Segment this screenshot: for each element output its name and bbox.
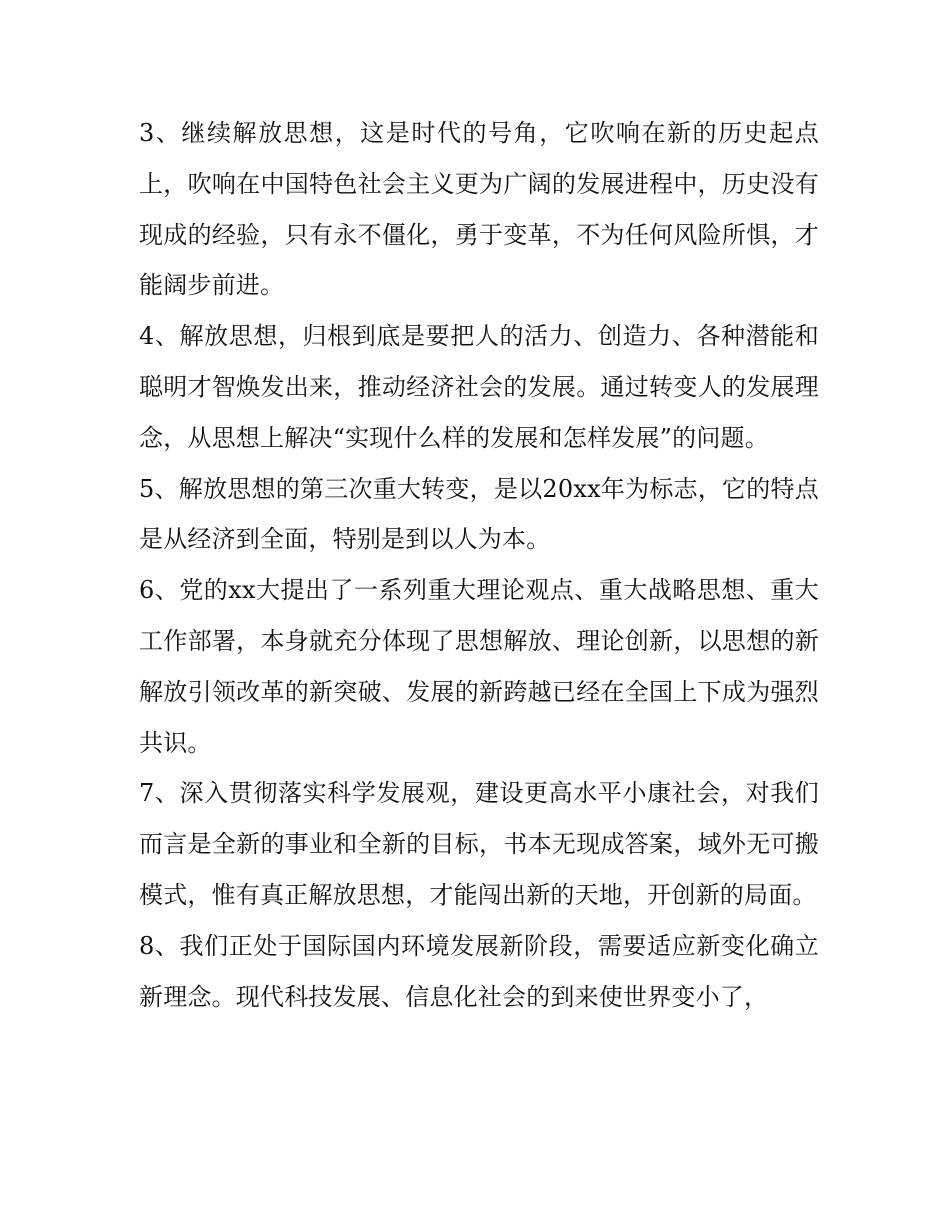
document-body [139,108,819,1022]
paragraph-6: 6、党的xx大提出了一系列重大理论观点、重大战略思想、重大工作部署，本身就充分体现了思想解放、理论创新，以思想的新解放引领改革的新突破、发展的新跨越已经在全国上下成为强烈共识。 [139,576,819,757]
paragraph-8: 8、我们正处于国际国内环境发展新阶段，需要适应新变化确立新理念。现代科技发展、信息化社会的到来使世界变小了， [139,931,819,1011]
paragraph-5: 5、解放思想的第三次重大转变，是以20xx年为标志，它的特点是从经济到全面，特别是到以人为本。 [139,474,819,554]
paragraph-4: 4、解放思想，归根到底是要把人的活力、创造力、各种潜能和聪明才智焕发出来，推动经济社会的发展。通过转变人的发展理念，从思想上解决“实现什么样的发展和怎样发展”的问题。 [139,322,819,452]
paragraph-7: 7、深入贯彻落实科学发展观，建设更高水平小康社会，对我们而言是全新的事业和全新的目标，书本无现成答案，域外无可搬模式，惟有真正解放思想，才能闯出新的天地，开创新的局面。 [139,779,819,909]
paragraph-3: 3、继续解放思想，这是时代的号角，它吹响在新的历史起点上，吹响在中国特色社会主义更为广阔的发展进程中，历史没有现成的经验，只有永不僵化，勇于变革，不为任何风险所惧，才能阔步前进。 [139,119,819,300]
